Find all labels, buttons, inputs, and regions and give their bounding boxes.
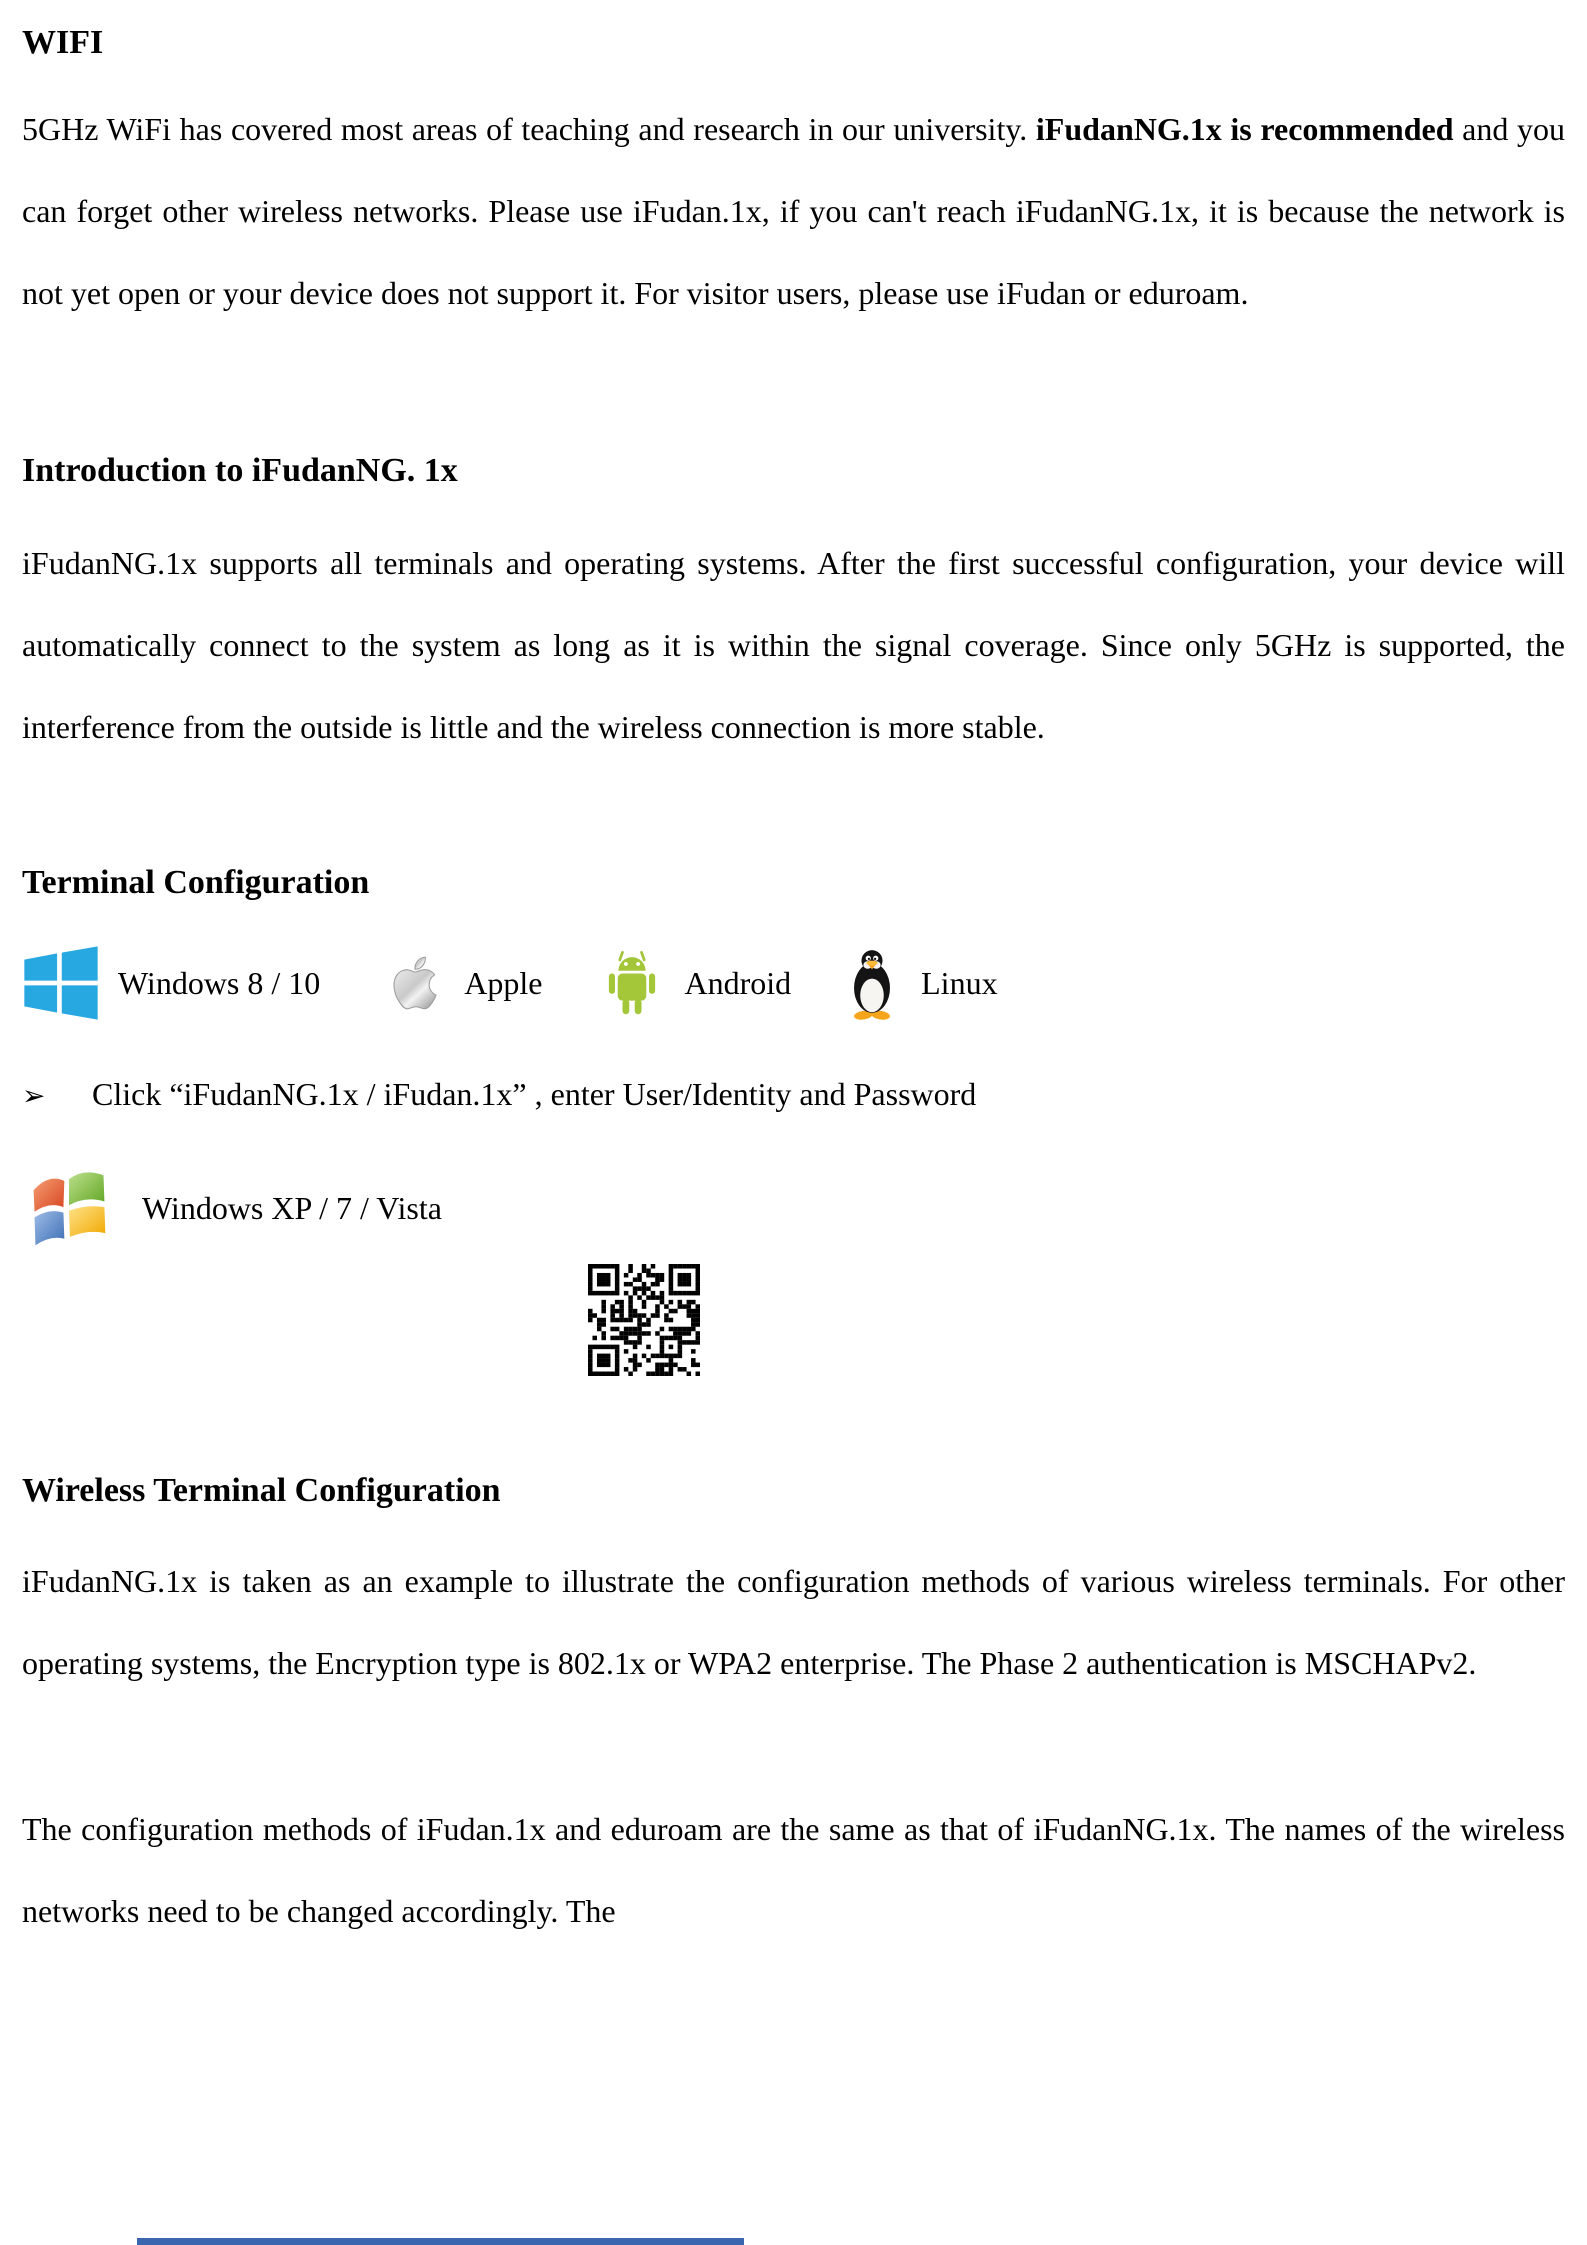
platform-label: Windows XP / 7 / Vista bbox=[142, 1189, 442, 1226]
android-robot-icon bbox=[598, 942, 666, 1024]
wireless-paragraph: iFudanNG.1x is taken as an example to illustrate the configuration methods of various wireless terminals. For other operating systems, the Encryption type is 802.1x or WPA2 enterprise. The Phase 2 authentication is MSCHAPv2. bbox=[22, 1563, 1565, 1681]
arrow-bullet-icon: ➢ bbox=[22, 1079, 46, 1112]
platform-label: Android bbox=[684, 964, 792, 1001]
platform-label: Apple bbox=[464, 964, 543, 1001]
platform-linux bbox=[841, 940, 997, 1026]
platform-label: Windows 8 / 10 bbox=[118, 964, 321, 1001]
bullet-text: Click “iFudanNG.1x / iFudan.1x” , enter User/Identity and Password bbox=[92, 1076, 977, 1112]
wireless-terminal-configuration-heading: Wireless Terminal Configuration bbox=[22, 1472, 501, 1509]
platform-windows-xp bbox=[22, 1166, 1565, 1250]
wifi-paragraph-text: and you can forget other wireless networks. Please use iFudan.1x, if you can't reach iFudanNG.1x, it is because the network is not yet open or your device does not support it. For visitor users, please use iFudan or eduroam. bbox=[22, 111, 1566, 311]
platforms-row bbox=[22, 938, 1565, 1028]
introduction-paragraph: iFudanNG.1x supports all terminals and operating systems. After the first successful configuration, your device will automatically connect to the system as long as it is within the signal coverage. Since only 5GHz is supported, the interference from the outside is little and the wireless connection is more stable. bbox=[22, 545, 1565, 745]
windows8-logo-icon bbox=[22, 944, 100, 1022]
windows-xp-logo-icon bbox=[22, 1167, 116, 1249]
platform-android bbox=[598, 942, 791, 1024]
cutoff-screenshot-edge bbox=[137, 2238, 744, 2245]
wifi-paragraph-text: 5GHz WiFi has covered most areas of teaching and research in our university. bbox=[22, 111, 1036, 147]
platform-label: Linux bbox=[921, 964, 998, 1001]
wifi-paragraph bbox=[22, 88, 1565, 334]
configuration-methods-paragraph: The configuration methods of iFudan.1x and eduroam are the same as that of iFudanNG.1x. The names of the wireless networks need to be changed accordingly. The bbox=[22, 1811, 1565, 1929]
qr-code-image bbox=[588, 1264, 700, 1376]
platform-apple bbox=[384, 945, 542, 1021]
wifi-paragraph-bold-text: iFudanNG.1x is recommended bbox=[1035, 111, 1454, 147]
wifi-heading: WIFI bbox=[22, 24, 104, 61]
bullet-item bbox=[22, 1070, 1565, 1120]
terminal-configuration-heading: Terminal Configuration bbox=[22, 864, 370, 901]
introduction-heading: Introduction to iFudanNG. 1x bbox=[22, 452, 458, 489]
apple-logo-icon bbox=[384, 945, 446, 1021]
platform-windows8 bbox=[22, 944, 320, 1022]
linux-tux-icon bbox=[841, 940, 903, 1026]
